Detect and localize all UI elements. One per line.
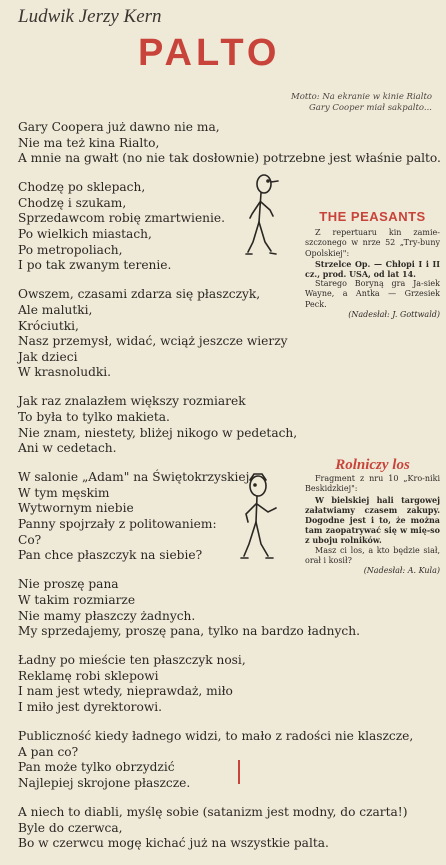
poem-line: Sprzedawcom robię zmartwienie. [18,211,225,226]
bowing-man-illustration [236,470,282,566]
rolniczy-text: Fragment z nru 10 „Kro-niki Beskidzkiej": [305,474,440,494]
poem-line: Nie proszę pana [18,577,119,592]
motto-line: Gary Cooper miał sakpalto... [308,103,432,113]
poem-line: I nam jest wtedy, nieprawdaż, miło [18,684,233,699]
walking-man-illustration [244,172,286,264]
poem-line: Publiczność kiedy ładnego widzi, to mało z radości nie klaszcze, [18,729,414,744]
poem-line: Po metropoliach, [18,242,123,257]
poem-line: Wytwornym niebie [18,501,134,516]
motto-line: Motto: Na ekranie w kinie Rialto [291,92,432,102]
poem-line: Co? [18,532,42,547]
rolniczy-heading: Rolniczy los [335,457,410,473]
peasants-text: Starego Boryną gra Ja-siek Wayne, a Antka — Grzesiek Peck. [305,279,440,309]
poem-line: I po tak zwanym terenie. [18,258,172,273]
peasants-text: Z repertuaru kin zamie-szczonego w nrze 52 „Try-buny Opolskiej": [305,228,440,258]
poem-line: Jak raz znalazłem większy rozmiarek [18,394,246,409]
peasants-clipping [305,209,440,320]
poem-line: Gary Coopera już dawno nie ma, [18,120,220,134]
poem-stanza [18,805,438,852]
poem-line: Po wielkich miastach, [18,227,152,242]
poem-title: PALTO [138,32,281,74]
poem-stanza [18,653,438,715]
rolniczy-signature: (Nadesłał: A. Kula) [363,566,440,576]
poem-line: Panny spojrzały z politowaniem: [18,517,217,532]
poem-stanza [18,729,438,791]
poem-line: My sprzedajemy, proszę pana, tylko na bardzo ładnych. [18,624,360,639]
poem-line: Nie ma też kina Rialto, [18,135,160,150]
poem-stanza [18,120,441,167]
author-name: Ludwik Jerzy Kern [18,6,162,27]
poem-line: W salonie „Adam" na Świętokrzyskiej [18,470,250,485]
peasants-signature: (Nadesłał: J. Gottwald) [348,309,440,319]
poem-line: I miło jest dyrektorowi. [18,700,163,714]
poem-line: Ani w cedetach. [18,441,117,456]
peasants-heading: THE PEASANTS [319,209,426,224]
poem-stanza [18,394,438,456]
poem-line: Pan chce płaszczyk na siebie? [18,548,203,563]
poem-line: A mnie na gwałt (no nie tak dosłownie) potrzebne jest właśnie palto. [18,151,441,166]
poem-line: W takim rozmiarze [18,592,136,607]
peasants-text: Strzelce Op. — Chłopi I i II cz., prod. USA, od lat 14. [305,258,440,280]
poem-line: Reklamę robi sklepowi [18,668,159,683]
poem-line: Ładny po mieście ten płaszczyk nosi, [18,653,246,668]
poem-line: Chodzę po sklepach, [18,180,146,195]
poem-line: Króciutki, [18,318,79,333]
poem-line: A pan co? [18,744,79,759]
poem-line: Nie mamy płaszczy żadnych. [18,608,196,623]
red-mark [238,760,240,784]
motto [232,92,432,114]
poem-line: Byle do czerwca, [18,820,123,835]
poem-line: W krasnoludki. [18,365,112,380]
poem-line: Nie znam, niestety, bliżej nikogo w pedetach, [18,425,298,440]
rolniczy-clipping [305,457,440,576]
poem-line: Pan może tylko obrzydzić [18,760,175,775]
poem-line: Bo w czerwcu mogę kichać już na wszystkie palta. [18,836,329,851]
poem-line: Jak dzieci [18,349,78,364]
poem-line: Najlepiej skrojone płaszcze. [18,775,191,790]
poem-line: A niech to diabli, myślę sobie (satanizm jest modny, do czarta!) [18,804,408,819]
poem-stanza [18,577,438,639]
poem-line: Chodzę i szukam, [18,195,127,210]
poem-line: Owszem, czasami zdarza się płaszczyk, [18,287,261,302]
poem-line: Ale malutki, [18,302,93,317]
rolniczy-text: Masz ci los, a kto będzie siał, orał i kosił? [305,545,440,565]
poem-line: To była to tylko makieta. [18,410,170,424]
rolniczy-text: W bielskiej hali targowej załatwiamy czasem zakupy. Dogodne jest i to, że można tam zaopatrywać się w mię-so z uboju rolników. [305,494,440,546]
poem-line: Nasz przemysł, widać, wciąż jeszcze wierzy [18,334,288,349]
poem-line: W tym męskim [18,485,110,500]
